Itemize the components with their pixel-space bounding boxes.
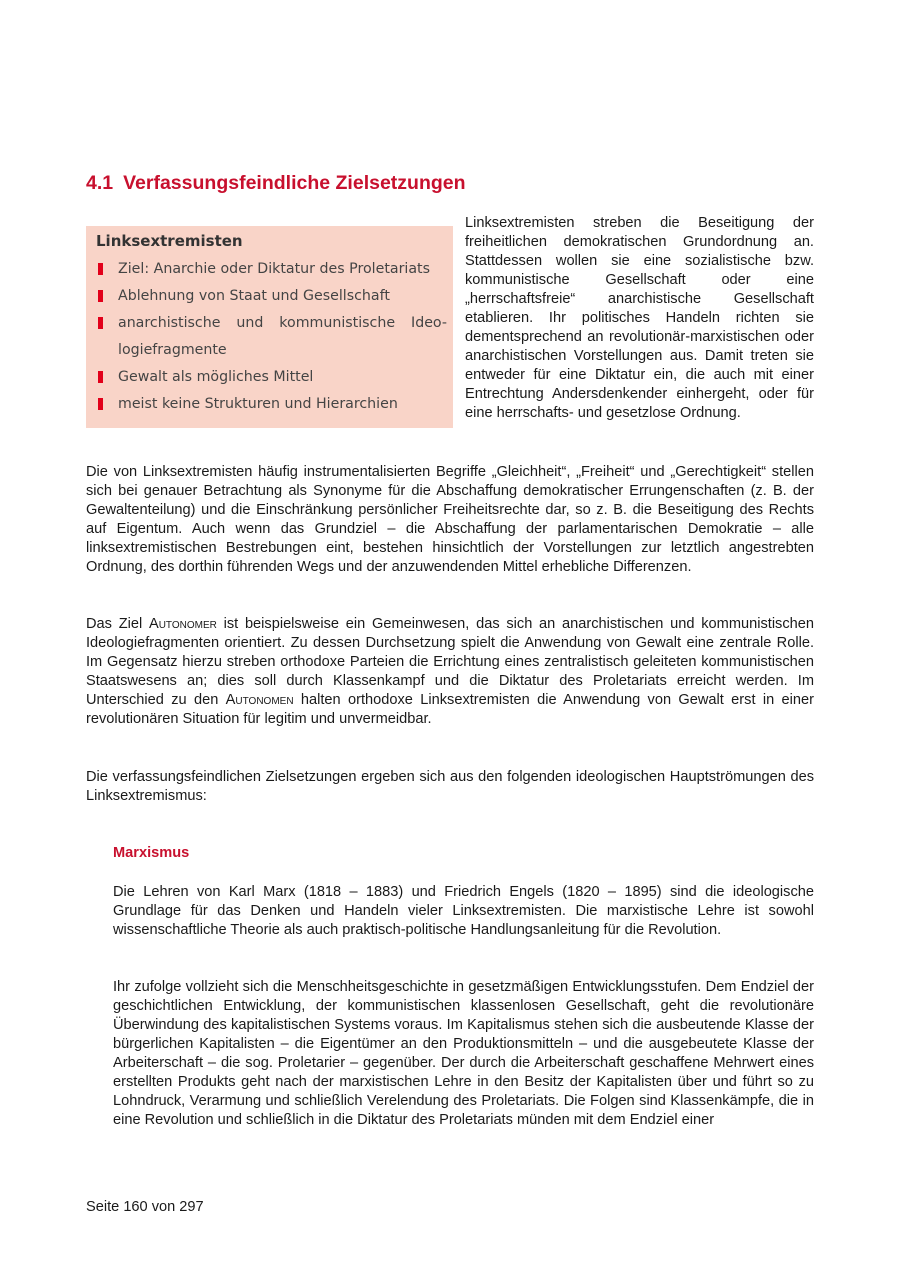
term-autonome: Autonomer — [148, 616, 217, 632]
summary-item: anarchistische und kommunistische Ideo- logiefragmente — [96, 310, 447, 364]
bullet-icon — [98, 398, 103, 410]
intro-paragraph: Linksextremisten streben die Beseitigung der freiheitlichen demokratischen Grundordnung an. Stattdessen wollen sie eine sozialistische bzw. kommunistische Gesellschaft oder eine „herrschaftsfreie“ anarchistische Gesellschaft etablieren. Ihr politisches Handeln richten sie dementsprechend an revolutionär-marxistischen oder anarchistischen Vorstellungen aus. Damit treten sie entweder für eine Diktatur ein, die auch mit einer Entrechtung Andersdenkender einhergeht, oder für eine herrschafts- und gesetzlose Ordnung. — [465, 215, 814, 421]
term-autonome: Autonomen — [225, 692, 294, 708]
body-paragraph: Die Lehren von Karl Marx (1818 – 1883) und Friedrich Engels (1820 – 1895) sind die ideologische Grundlage für das Denken und Handeln vieler Linksextremisten. Die marxistische Lehre ist sowohl wissenschaftliche Theorie als auch praktisch-politische Handlungsanleitung für die Revolution. — [113, 884, 814, 938]
subheading-marxismus: Marxismus — [113, 845, 190, 861]
body-paragraph: Die von Linksextremisten häufig instrumentalisierten Begriffe „Gleichheit“, „Freiheit“ und „Gerechtigkeit“ stellen sich bei genauer Betrachtung als Synonyme für die Abschaffung demokratischer Errungenschaften (z. B. der Gewaltenteilung) und die Einschränkung persönlicher Freiheitsrechte dar, so z. B. die Beseitigung des Rechts auf Eigentum. Auch wenn das Grundziel – die Abschaffung der parlamentarischen Demokratie – alle linksextremistischen Bestrebungen eint, bestehen hinsichtlich der Vorstellungen zur letztlich angestrebten Ordnung, des dorthin führenden Wegs und der anzuwendenden Mittel erhebliche Differenzen. — [86, 464, 814, 575]
section-number: 4.1 — [86, 172, 114, 194]
summary-box-title: Linksextremisten — [96, 232, 243, 250]
bullet-icon — [98, 263, 103, 275]
summary-item: meist keine Strukturen und Hierarchien — [96, 391, 447, 418]
section-title: Verfassungsfeindliche Zielsetzungen — [123, 172, 466, 194]
summary-list — [96, 256, 447, 418]
summary-box — [86, 226, 453, 428]
bullet-icon — [98, 290, 103, 302]
page-number: Seite 160 von 297 — [86, 1199, 204, 1215]
summary-item: Ablehnung von Staat und Gesellschaft — [96, 283, 447, 310]
section-heading — [86, 172, 466, 195]
body-paragraph: Die verfassungsfeindlichen Zielsetzungen ergeben sich aus den folgenden ideologischen Hauptströmungen des Linksextremismus: — [86, 769, 814, 804]
body-paragraph: Das Ziel Autonomer ist beispielsweise ein Gemeinwesen, das sich an anarchistischen und kommunistischen Ideologiefragmenten orientiert. Zu dessen Durchsetzung spielt die Anwendung von Gewalt eine zentrale Rolle. Im Gegensatz hierzu streben orthodoxe Parteien die Errichtung eines zentralistisch geleiteten kommunistischen Staatswesens an; dies soll durch Klassenkampf und die Diktatur des Proletariats erreicht werden. Im Unterschied zu den Autonomen halten orthodoxe Linksextremisten die Anwendung von Gewalt erst in einer revolutionären Situation für legitim und unvermeidbar. — [86, 616, 815, 727]
summary-item: Ziel: Anarchie oder Diktatur des Proletariats — [96, 256, 447, 283]
summary-item: Gewalt als mögliches Mittel — [96, 364, 447, 391]
body-paragraph: Ihr zufolge vollzieht sich die Menschheitsgeschichte in gesetzmäßigen Entwicklungsstufen. Dem Endziel der geschichtlichen Entwicklung, der kommunistischen klassenlosen Gesellschaft, geht die revolutionäre Überwindung des kapitalistischen Systems voraus. Im Kapitalismus stehen sich die ausbeutende Klasse der bürgerlichen Kapitalisten – die Eigentümer an den Produktionsmitteln – und die ausgebeutete Klasse der Arbeiterschaft – die sog. Proletarier – gegenüber. Der durch die Arbeiterschaft geschaffene Mehrwert eines erstellten Produkts geht nach der marxistischen Lehre in den Besitz der Kapitalisten über und führt so zu Lohndruck, Verarmung und schließlich Verelendung des Proletariats. Die Folgen sind Klassenkämpfe, die in eine Revolution und schließlich in die Diktatur des Proletariats münden mit dem Endziel einer — [113, 979, 814, 1128]
bullet-icon — [98, 371, 103, 383]
bullet-icon — [98, 317, 103, 329]
